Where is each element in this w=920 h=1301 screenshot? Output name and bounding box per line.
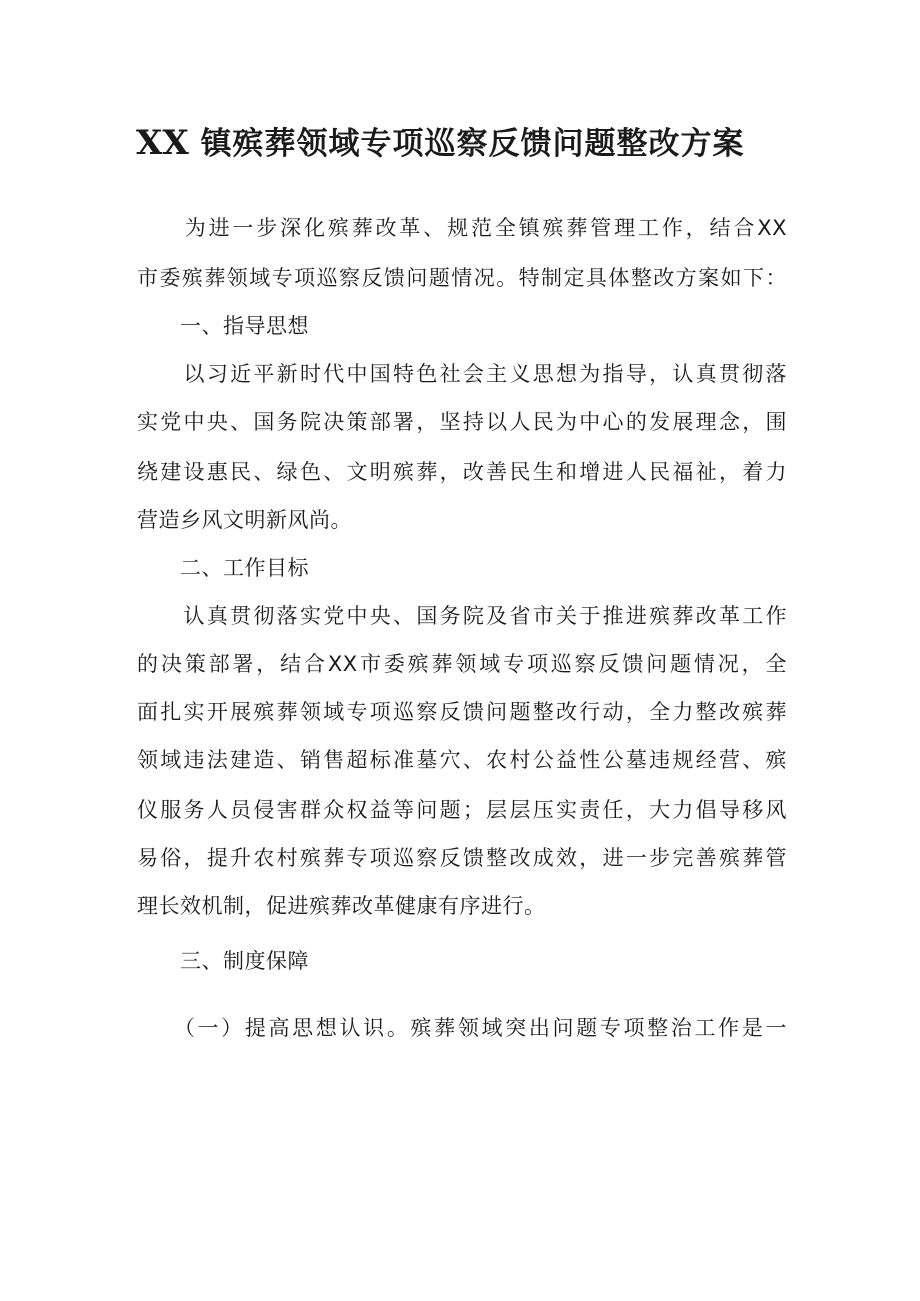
- body-line-10: 的决策部署，结合XX市委殡葬领域专项巡察反馈问题情况，全: [137, 652, 787, 676]
- body-line-11: 面扎实开展殡葬领域专项巡察反馈问题整改行动，全力整改殡葬: [137, 700, 787, 724]
- title-text: 镇殡葬领域专项巡察反馈问题整改方案: [200, 126, 745, 162]
- section-heading-1: 一、指导思想: [137, 314, 309, 338]
- body-line-2: 市委殡葬领域专项巡察反馈问题情况。特制定具体整改方案如下：: [137, 266, 787, 290]
- body-line-5: 实党中央、国务院决策部署，坚持以人民为中心的发展理念，围: [137, 410, 787, 434]
- body-line-6: 绕建设惠民、绿色、文明殡葬，改善民生和增进人民福祉，着力: [137, 460, 787, 484]
- section-heading-2: 二、工作目标: [137, 556, 309, 580]
- body-line-17: （一）提高思想认识。殡葬领域突出问题专项整治工作是一: [137, 1016, 787, 1040]
- body-line-14: 易俗，提升农村殡葬专项巡察反馈整改成效，进一步完善殡葬管: [137, 846, 787, 870]
- body-line-13: 仪服务人员侵害群众权益等问题；层层压实责任，大力倡导移风: [137, 798, 787, 822]
- body-line-12: 领域违法建造、销售超标准墓穴、农村公益性公墓违规经营、殡: [137, 748, 787, 772]
- body-line-15: 理长效机制，促进殡葬改革健康有序进行。: [137, 894, 546, 918]
- body-line-7: 营造乡风文明新风尚。: [137, 508, 352, 532]
- body-line-9: 认真贯彻落实党中央、国务院及省市关于推进殡葬改革工作: [137, 604, 787, 628]
- title-prefix: XX: [136, 123, 189, 163]
- section-heading-3: 三、制度保障: [137, 949, 309, 973]
- body-line-1: 为进一步深化殡葬改革、规范全镇殡葬管理工作，结合XX: [137, 216, 787, 240]
- body-line-4: 以习近平新时代中国特色社会主义思想为指导，认真贯彻落: [137, 362, 787, 386]
- document-title: [136, 121, 796, 166]
